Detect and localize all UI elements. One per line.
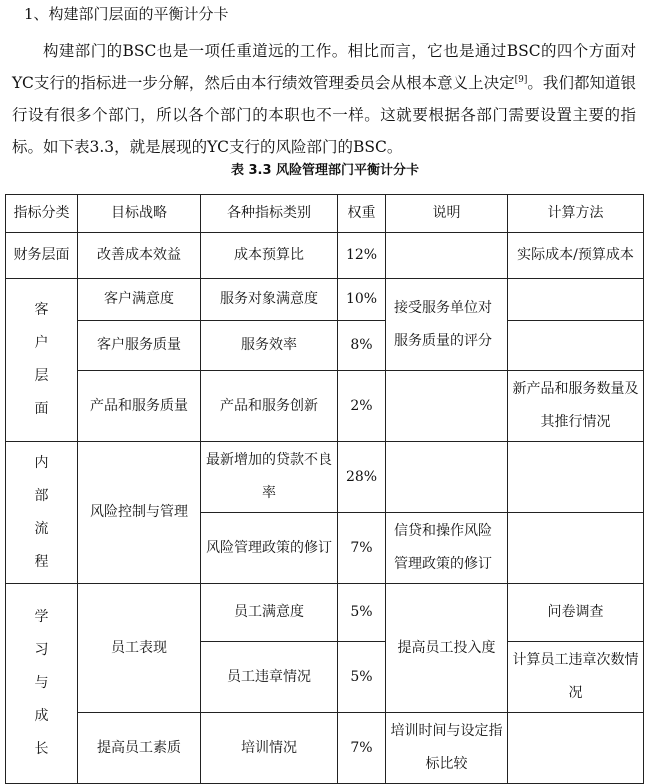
goal-cell: 改善成本效益: [78, 233, 201, 279]
weight-cell: 5%: [338, 584, 386, 642]
method-cell: [508, 442, 644, 513]
category-char: 内: [34, 454, 49, 471]
weight-cell: 12%: [338, 233, 386, 279]
table-caption: 表 3.3 风险管理部门平衡计分卡: [230, 163, 420, 178]
weight-cell: 8%: [338, 321, 386, 371]
category-char: 客: [34, 302, 49, 318]
weight-cell: 2%: [338, 371, 386, 442]
category-cell-internal: [6, 442, 78, 584]
goal-cell: 提高员工素质: [78, 713, 201, 784]
body-paragraph: [12, 35, 636, 163]
weight-cell: 10%: [338, 279, 386, 321]
weight-cell: 7%: [338, 713, 386, 784]
category-char: 与: [34, 675, 49, 691]
goal-cell: 客户服务质量: [78, 321, 201, 371]
table-row: [6, 233, 644, 279]
weight-cell: 28%: [338, 442, 386, 513]
category-char: 长: [34, 741, 49, 757]
indicator-cell: 培训情况: [201, 713, 338, 784]
category-char: 层: [34, 368, 49, 384]
category-char: 户: [34, 335, 49, 351]
category-char: 程: [34, 553, 49, 570]
indicator-cell: 服务效率: [201, 321, 338, 371]
note-cell: 信贷和操作风险管理政策的修订: [386, 513, 508, 584]
method-cell: 问卷调查: [508, 584, 644, 642]
method-cell: [508, 279, 644, 321]
table-row: [6, 442, 644, 513]
weight-cell: 7%: [338, 513, 386, 584]
indicator-cell: 最新增加的贷款不良率: [201, 442, 338, 513]
table-row: [6, 371, 644, 442]
header-cell: 指标分类: [6, 195, 78, 233]
category-char: 成: [34, 708, 49, 724]
section-heading: 1、构建部门层面的平衡计分卡: [24, 5, 229, 23]
indicator-cell: 员工满意度: [201, 584, 338, 642]
note-cell: 接受服务单位对服务质量的评分: [386, 279, 508, 371]
table-header-row: [6, 195, 644, 233]
indicator-cell: 服务对象满意度: [201, 279, 338, 321]
category-cell-learning: [6, 584, 78, 784]
category-char: 面: [34, 401, 49, 417]
table-row: [6, 584, 644, 642]
note-cell: 提高员工投入度: [386, 584, 508, 713]
header-cell: 各种指标类别: [201, 195, 338, 233]
method-cell: [508, 321, 644, 371]
method-cell: 实际成本/预算成本: [508, 233, 644, 279]
note-cell: [386, 371, 508, 442]
paragraph-text: 构建部门的BSC也是一项任重道远的工作。相比而言，它也是通过BSC的四个方面对YC支行的指标进一步分解，然后由本行绩效管理委员会从根本意义上决定: [12, 42, 636, 92]
indicator-cell: 成本预算比: [201, 233, 338, 279]
note-cell: 培训时间与设定指标比较: [386, 713, 508, 784]
header-cell: 目标战略: [78, 195, 201, 233]
indicator-cell: 员工违章情况: [201, 642, 338, 713]
category-char: 流: [34, 520, 49, 537]
goal-cell: 员工表现: [78, 584, 201, 713]
header-cell: 权重: [338, 195, 386, 233]
category-cell: 财务层面: [6, 233, 78, 279]
bsc-table: [5, 194, 644, 784]
goal-cell: 客户满意度: [78, 279, 201, 321]
method-cell: [508, 513, 644, 584]
method-cell: 计算员工违章次数情况: [508, 642, 644, 713]
note-cell: [386, 442, 508, 513]
method-cell: [508, 713, 644, 784]
citation-ref[interactable]: [9]: [514, 74, 528, 85]
category-char: 习: [34, 642, 49, 658]
category-cell-customer: [6, 279, 78, 442]
header-cell: 说明: [386, 195, 508, 233]
category-char: 部: [34, 487, 49, 504]
note-cell: [386, 233, 508, 279]
method-cell: 新产品和服务数量及其推行情况: [508, 371, 644, 442]
paragraph-text-after: 。我们都知道银行设有很多个部门，所以各个部门的本职也不一样。这就要根据各部门需要设置主要的指标。如下表3.3，就是展现的YC支行的风险部门的BSC。: [12, 74, 636, 156]
goal-cell: 风险控制与管理: [78, 442, 201, 584]
goal-cell: 产品和服务质量: [78, 371, 201, 442]
header-cell: 计算方法: [508, 195, 644, 233]
weight-cell: 5%: [338, 642, 386, 713]
indicator-cell: 风险管理政策的修订: [201, 513, 338, 584]
table-row: [6, 713, 644, 784]
table-row: [6, 279, 644, 321]
indicator-cell: 产品和服务创新: [201, 371, 338, 442]
category-char: 学: [34, 609, 49, 625]
table-row: [6, 321, 644, 371]
